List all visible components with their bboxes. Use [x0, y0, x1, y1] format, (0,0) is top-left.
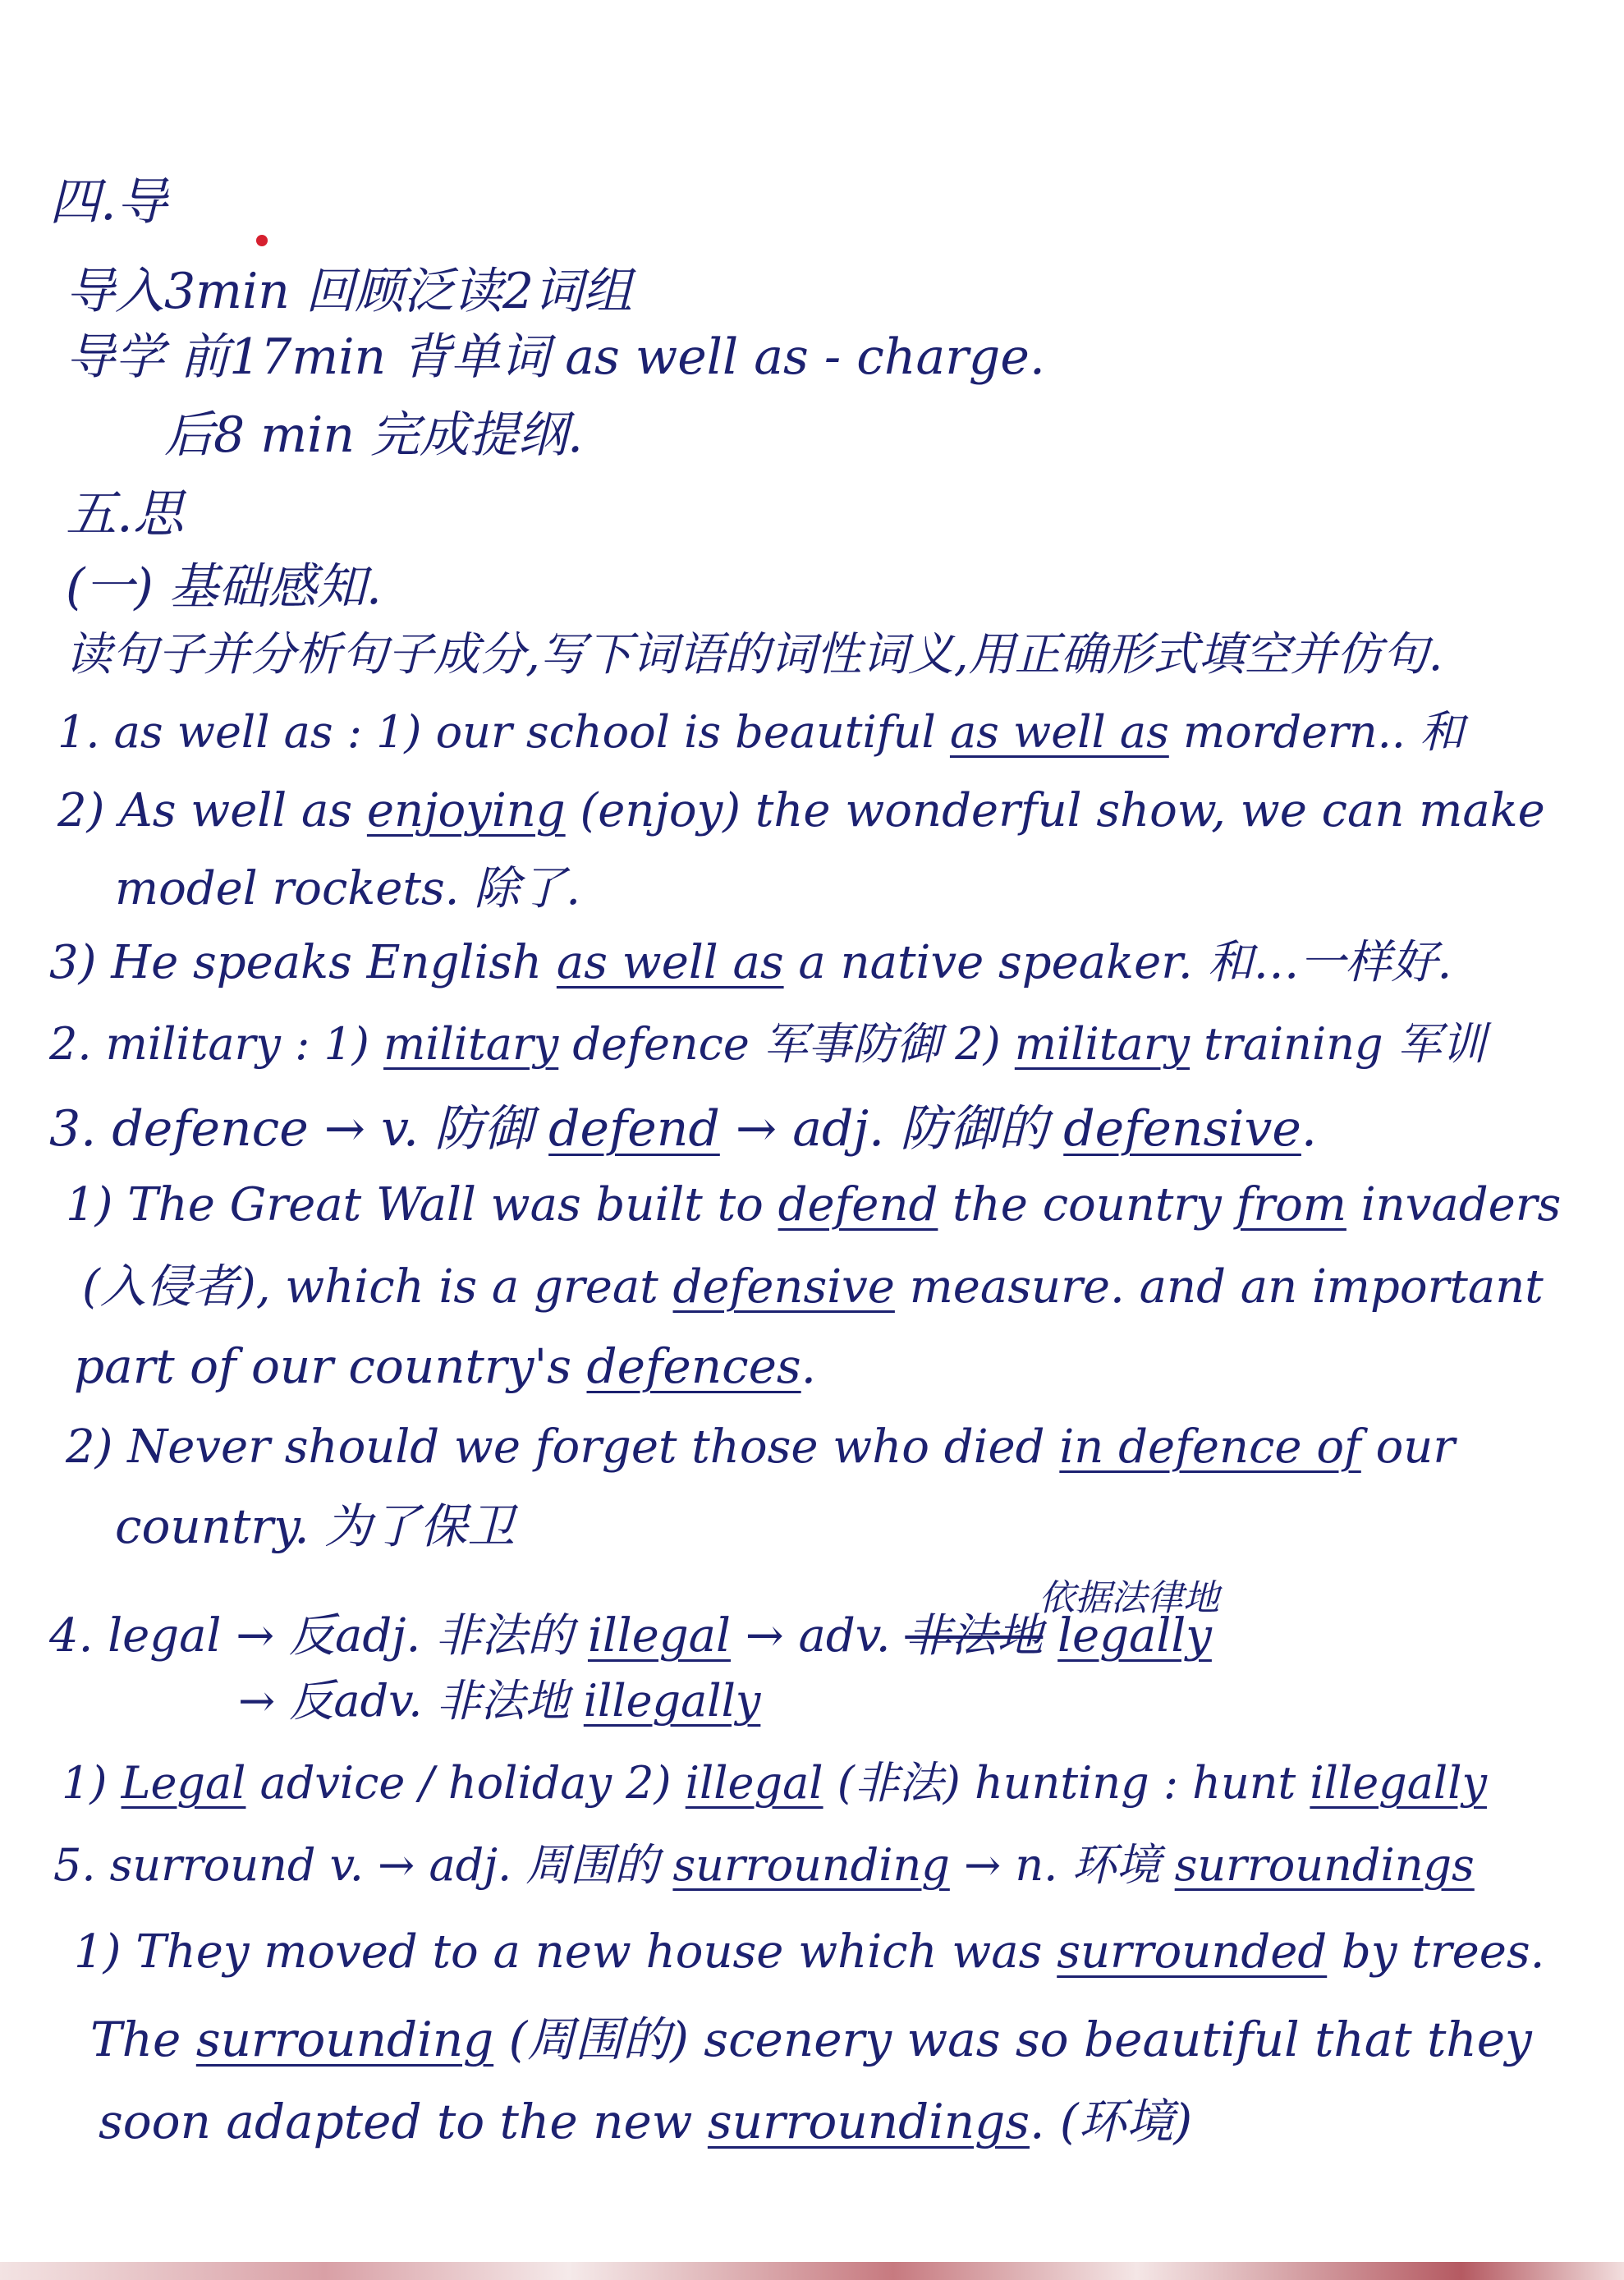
line-text: 四.导: [49, 172, 167, 232]
line-text: 2) As well as: [57, 784, 367, 837]
section-title-four: [49, 172, 167, 232]
line-text: (周围的) scenery was so beautiful that they: [493, 2012, 1532, 2067]
line-text: .: [1301, 1100, 1317, 1158]
answer-illegal: illegal: [685, 1757, 823, 1809]
line-text: (非法) hunting : hunt: [823, 1757, 1310, 1809]
answer-surrounding: surrounding: [195, 2012, 494, 2067]
answer-defend: defend: [548, 1100, 720, 1158]
line-text: 依据法律地: [1039, 1577, 1219, 1619]
line-text: advice / holiday 2): [245, 1757, 686, 1809]
line-text: → n. 环境: [949, 1839, 1175, 1891]
line-text: (入侵者), which is a great: [82, 1260, 673, 1314]
line-3: [66, 328, 1045, 386]
line-17: [66, 1420, 1456, 1474]
line-text: our: [1360, 1420, 1456, 1474]
line-text: → adj. 防御的: [719, 1100, 1064, 1158]
line-11: [49, 936, 1452, 989]
section-title-five: [66, 484, 184, 544]
line-text: 4. legal → 反adj. 非法的: [49, 1609, 588, 1663]
line-2: [66, 263, 633, 320]
answer-enjoying: enjoying: [366, 784, 566, 837]
line-text: training 军训: [1190, 1018, 1486, 1070]
line-text: model rockets. 除了.: [115, 862, 581, 915]
answer-legal: Legal: [121, 1757, 246, 1809]
line-9: [57, 784, 1545, 837]
line-13: [49, 1100, 1317, 1158]
line-text: → adv.: [730, 1609, 906, 1663]
line-text: 2. military : 1): [49, 1018, 384, 1070]
line-text: 1. as well as : 1) our school is beautiful: [57, 706, 950, 758]
answer-as-well-as: as well as: [556, 936, 784, 989]
line-text: 5. surround v. → adj. 周围的: [53, 1839, 673, 1891]
line-20: [238, 1675, 761, 1727]
line-text: soon adapted to the new: [99, 2094, 708, 2149]
line-6: [66, 558, 382, 616]
answer-defences: defences: [586, 1338, 801, 1394]
line-10: [115, 862, 581, 915]
line-text: 3) He speaks English: [49, 936, 557, 989]
answer-military: military: [1014, 1018, 1190, 1070]
line-4: [164, 406, 584, 464]
answer-in-defence-of: in defence of: [1059, 1420, 1361, 1474]
line-19: [49, 1609, 1212, 1663]
page-bottom-edge: [0, 2262, 1624, 2280]
line-21: [62, 1757, 1487, 1809]
line-text: 3. defence → v. 防御: [49, 1100, 549, 1158]
answer-surroundings: surroundings: [707, 2094, 1030, 2149]
answer-as-well-as: as well as: [949, 706, 1169, 758]
line-text: part of our country's: [74, 1338, 587, 1394]
line-text: invaders: [1346, 1178, 1562, 1232]
line-text: . (环境): [1029, 2094, 1193, 2149]
answer-from: from: [1236, 1178, 1346, 1232]
line-text: country. 为了保卫: [115, 1498, 516, 1554]
answer-legally: legally: [1057, 1609, 1212, 1663]
line-text: The: [90, 2012, 196, 2067]
answer-illegal: illegal: [587, 1609, 731, 1663]
line-text: 导学 前17min 背单词 as well as - charge.: [66, 328, 1045, 386]
answer-surrounding: surrounding: [672, 1839, 950, 1891]
line-text: by trees.: [1327, 1925, 1545, 1979]
line-text: 读句子并分析句子成分,写下词语的词性词义,用正确形式填空并仿句.: [66, 628, 1443, 681]
line-text: (enjoy) the wonderful show, we can make: [565, 784, 1545, 837]
line-text: 1) They moved to a new house which was: [74, 1925, 1057, 1979]
line-8: [57, 706, 1465, 758]
line-text: 五.思: [66, 484, 184, 544]
line-12: [49, 1018, 1486, 1070]
line-23: [74, 1925, 1545, 1979]
answer-surrounded: surrounded: [1057, 1925, 1328, 1979]
answer-illegally: illegally: [1310, 1757, 1487, 1809]
line-text: 后8 min 完成提纲.: [164, 406, 584, 464]
line-text: 导入3min 回顾泛读2词组: [66, 263, 633, 320]
line-text: defence 军事防御 2): [558, 1018, 1015, 1070]
line-14: [66, 1178, 1562, 1232]
line-text: (一) 基础感知.: [66, 558, 382, 616]
line-25: [99, 2094, 1193, 2149]
line-text: 1): [62, 1757, 122, 1809]
line-text: 2) Never should we forget those who died: [66, 1420, 1060, 1474]
line-text: mordern.. 和: [1168, 706, 1465, 758]
answer-defensive: defensive: [672, 1260, 895, 1314]
line-text: .: [801, 1338, 817, 1394]
instruction-line: [66, 628, 1443, 681]
line-15: [82, 1260, 1544, 1314]
answer-military: military: [383, 1018, 559, 1070]
line-text: 1) The Great Wall was built to: [66, 1178, 778, 1232]
line-22: [53, 1839, 1475, 1891]
struck-out-text: 非法地: [905, 1609, 1044, 1663]
line-text: [1043, 1609, 1057, 1663]
line-16: [74, 1338, 817, 1394]
answer-illegally: illegally: [583, 1675, 761, 1727]
red-ink-dot: [256, 235, 268, 246]
answer-surroundings: surroundings: [1174, 1839, 1475, 1891]
answer-defensive: defensive: [1063, 1100, 1301, 1158]
line-24: [90, 2012, 1532, 2067]
line-text: measure. and an important: [894, 1260, 1544, 1314]
line-text: the country: [938, 1178, 1236, 1232]
line-text: → 反adv. 非法地: [238, 1675, 584, 1727]
line-18: [115, 1498, 516, 1554]
answer-defend: defend: [778, 1178, 938, 1232]
line-text: a native speaker. 和…一样好.: [783, 936, 1452, 989]
